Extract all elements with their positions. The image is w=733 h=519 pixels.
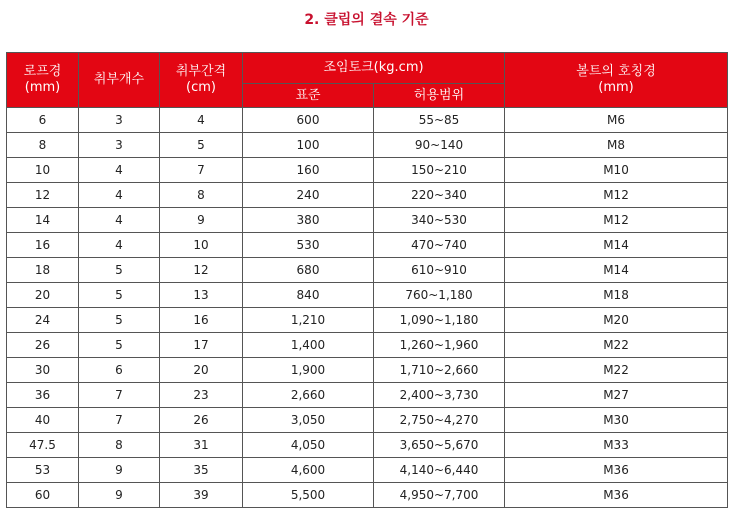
torque-standard-cell: 1,400 (243, 333, 374, 358)
torque-range-cell: 470~740 (374, 233, 505, 258)
clip-spacing-cell: 4 (160, 108, 243, 133)
torque-standard-cell: 2,660 (243, 383, 374, 408)
torque-range-cell: 90~140 (374, 133, 505, 158)
torque-standard-cell: 160 (243, 158, 374, 183)
torque-standard-cell: 5,500 (243, 483, 374, 508)
rope-diameter-cell: 24 (7, 308, 79, 333)
table-row (7, 458, 728, 483)
bolt-size-cell: M30 (505, 408, 728, 433)
rope-diameter-cell: 53 (7, 458, 79, 483)
clip-count-cell: 5 (79, 333, 160, 358)
table-row (7, 283, 728, 308)
torque-standard-cell: 4,600 (243, 458, 374, 483)
torque-standard-cell: 1,900 (243, 358, 374, 383)
bolt-size-cell: M22 (505, 358, 728, 383)
clip-spacing-cell: 8 (160, 183, 243, 208)
header-torque-standard: 표준 (243, 84, 374, 108)
torque-standard-cell: 100 (243, 133, 374, 158)
table-row (7, 183, 728, 208)
table-row (7, 158, 728, 183)
rope-diameter-cell: 60 (7, 483, 79, 508)
clip-count-cell: 6 (79, 358, 160, 383)
bolt-size-cell: M14 (505, 258, 728, 283)
table-row (7, 433, 728, 458)
table-row (7, 208, 728, 233)
bolt-size-cell: M36 (505, 458, 728, 483)
clip-spacing-cell: 23 (160, 383, 243, 408)
rope-diameter-cell: 30 (7, 358, 79, 383)
torque-range-cell: 1,710~2,660 (374, 358, 505, 383)
torque-standard-cell: 1,210 (243, 308, 374, 333)
clip-spacing-cell: 10 (160, 233, 243, 258)
rope-diameter-cell: 16 (7, 233, 79, 258)
torque-range-cell: 220~340 (374, 183, 505, 208)
clip-spacing-cell: 5 (160, 133, 243, 158)
clip-count-cell: 5 (79, 258, 160, 283)
rope-diameter-cell: 6 (7, 108, 79, 133)
torque-standard-cell: 380 (243, 208, 374, 233)
table-row (7, 333, 728, 358)
clip-spacing-cell: 26 (160, 408, 243, 433)
clip-spacing-cell: 16 (160, 308, 243, 333)
rope-diameter-cell: 12 (7, 183, 79, 208)
table-row (7, 358, 728, 383)
clip-count-cell: 4 (79, 233, 160, 258)
rope-diameter-cell: 47.5 (7, 433, 79, 458)
table-row (7, 308, 728, 333)
torque-range-cell: 760~1,180 (374, 283, 505, 308)
torque-standard-cell: 240 (243, 183, 374, 208)
clip-spacing-cell: 35 (160, 458, 243, 483)
table-row (7, 108, 728, 133)
clip-count-cell: 5 (79, 283, 160, 308)
torque-range-cell: 610~910 (374, 258, 505, 283)
torque-range-cell: 150~210 (374, 158, 505, 183)
clip-count-cell: 7 (79, 408, 160, 433)
torque-standard-cell: 3,050 (243, 408, 374, 433)
rope-diameter-cell: 36 (7, 383, 79, 408)
table-row (7, 133, 728, 158)
clip-count-cell: 8 (79, 433, 160, 458)
clip-spacing-cell: 7 (160, 158, 243, 183)
torque-range-cell: 1,090~1,180 (374, 308, 505, 333)
clip-spacing-cell: 31 (160, 433, 243, 458)
torque-range-cell: 340~530 (374, 208, 505, 233)
rope-diameter-cell: 40 (7, 408, 79, 433)
torque-standard-cell: 840 (243, 283, 374, 308)
header-torque: 조임토크(kg.cm) (243, 53, 505, 84)
torque-range-cell: 55~85 (374, 108, 505, 133)
rope-diameter-cell: 20 (7, 283, 79, 308)
bolt-size-cell: M12 (505, 183, 728, 208)
clip-spec-table (6, 52, 728, 508)
clip-count-cell: 9 (79, 458, 160, 483)
rope-diameter-cell: 18 (7, 258, 79, 283)
page-title: 2. 클립의 결속 기준 (304, 12, 429, 28)
torque-standard-cell: 680 (243, 258, 374, 283)
table-row (7, 383, 728, 408)
header-clip-count: 취부개수 (79, 53, 160, 108)
bolt-size-cell: M33 (505, 433, 728, 458)
bolt-size-cell: M6 (505, 108, 728, 133)
torque-standard-cell: 530 (243, 233, 374, 258)
torque-range-cell: 2,750~4,270 (374, 408, 505, 433)
header-bolt-size: 볼트의 호칭경 (mm) (505, 53, 728, 108)
torque-range-cell: 4,950~7,700 (374, 483, 505, 508)
rope-diameter-cell: 10 (7, 158, 79, 183)
table-body (7, 108, 728, 508)
clip-spacing-cell: 20 (160, 358, 243, 383)
torque-range-cell: 3,650~5,670 (374, 433, 505, 458)
clip-spacing-cell: 13 (160, 283, 243, 308)
clip-spacing-cell: 17 (160, 333, 243, 358)
clip-count-cell: 4 (79, 183, 160, 208)
bolt-size-cell: M22 (505, 333, 728, 358)
clip-count-cell: 9 (79, 483, 160, 508)
clip-count-cell: 4 (79, 208, 160, 233)
clip-spacing-cell: 12 (160, 258, 243, 283)
table-row (7, 233, 728, 258)
torque-range-cell: 1,260~1,960 (374, 333, 505, 358)
torque-standard-cell: 4,050 (243, 433, 374, 458)
table-row (7, 258, 728, 283)
rope-diameter-cell: 14 (7, 208, 79, 233)
bolt-size-cell: M12 (505, 208, 728, 233)
clip-count-cell: 5 (79, 308, 160, 333)
header-rope-diameter: 로프경 (mm) (7, 53, 79, 108)
bolt-size-cell: M20 (505, 308, 728, 333)
clip-count-cell: 3 (79, 133, 160, 158)
clip-count-cell: 4 (79, 158, 160, 183)
bolt-size-cell: M14 (505, 233, 728, 258)
clip-count-cell: 7 (79, 383, 160, 408)
torque-range-cell: 4,140~6,440 (374, 458, 505, 483)
bolt-size-cell: M27 (505, 383, 728, 408)
bolt-size-cell: M36 (505, 483, 728, 508)
clip-spacing-cell: 39 (160, 483, 243, 508)
header-torque-range: 허용범위 (374, 84, 505, 108)
table-row (7, 483, 728, 508)
bolt-size-cell: M10 (505, 158, 728, 183)
table-row (7, 408, 728, 433)
torque-range-cell: 2,400~3,730 (374, 383, 505, 408)
bolt-size-cell: M8 (505, 133, 728, 158)
clip-count-cell: 3 (79, 108, 160, 133)
torque-standard-cell: 600 (243, 108, 374, 133)
header-clip-spacing: 취부간격 (cm) (160, 53, 243, 108)
rope-diameter-cell: 26 (7, 333, 79, 358)
rope-diameter-cell: 8 (7, 133, 79, 158)
clip-spacing-cell: 9 (160, 208, 243, 233)
bolt-size-cell: M18 (505, 283, 728, 308)
